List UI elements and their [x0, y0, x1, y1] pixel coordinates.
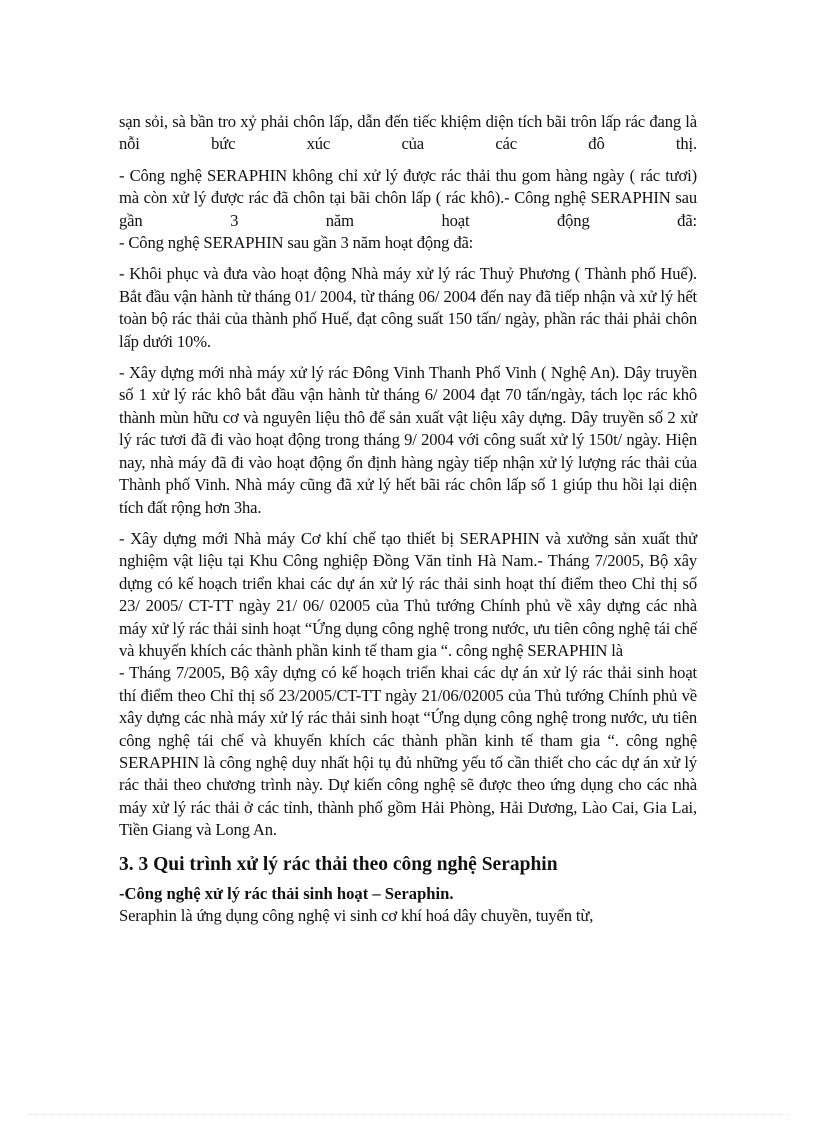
paragraph-ministry-plan: - Tháng 7/2005, Bộ xây dựng có kế hoạch triển khai các dự án xử lý rác thải sinh hoạt thí điểm theo Chỉ thị số 23/2005/CT-TT ngày 21/06/02005 của Thủ tướng Chính phủ về xây dựng các nhà máy xử lý rác thải sinh hoạt “Ứng dụng công nghệ trong nước, ưu tiên công nghệ tái chế và khuyến khích các thành phần kinh tế tham gia “. công nghệ SERAPHIN là công nghệ duy nhất hội tụ đủ những yếu tố cần thiết cho các dự án xử lý rác thải theo chương trình này. Dự kiến công nghệ sẽ được theo ứng dụng cho các nhà máy xử lý rác thải ở các tỉnh, thành phố gồm Hải Phòng, Hải Dương, Lào Cai, Gia Lai, Tiền Giang và Long An. [119, 663, 697, 840]
paragraph-dong-vinh-plant: - Xây dựng mới nhà máy xử lý rác Đông Vinh Thanh Phố Vinh ( Nghệ An). Dây truyền số 1 xử lý rác khô bắt đầu vận hành từ tháng 6/ 2004 đạt 70 tấn/ngày, tách lọc rác khô thành mùn hữu cơ và nguyên liệu thô để sản xuất vật liệu xây dựng. Dây truyền số 2 xử lý rác tươi đã đi vào hoạt động trong tháng 9/ 2004 với công suất xử lý 150t/ ngày. Hiện nay, nhà máy đã đi vào hoạt động ổn định hàng ngày tiếp nhận xử lý lượng rác thải của Thành phố Vinh. Nhà máy cũng đã xử lý hết bãi rác chôn lấp số 1 giúp thu hồi lại diện tích đất rộng hơn 3ha. [119, 363, 697, 517]
document-body [119, 111, 697, 927]
paragraph-seraphin-definition: Seraphin là ứng dụng công nghệ vi sinh cơ khí hoá dây chuyền, tuyển từ, [119, 905, 594, 925]
paragraph-seraphin-operation: - Công nghệ SERAPHIN sau gần 3 năm hoạt động đã: [119, 233, 474, 253]
paragraph-landfill-intro: sạn sỏi, sà bần tro xỷ phải chôn lấp, dẫn đến tiếc khiệm diện tích bãi trôn lấp rác đang là nỗi bức xúc của các đô thị. [119, 112, 697, 154]
page-bottom-divider [28, 1114, 788, 1115]
paragraph-thuy-phuong-plant: - Khôi phục và đưa vào hoạt động Nhà máy xử lý rác Thuỷ Phương ( Thành phố Huế). Bắt đầu vận hành từ tháng 01/ 2004, từ tháng 06/ 2004 đến nay đã tiếp nhận và xử lý hết toàn bộ rác thải của thành phố Huế, đạt công suất 150 tấn/ ngày, phần rác thải phải chôn lấp dưới 10%. [119, 264, 697, 351]
section-subheading: -Công nghệ xử lý rác thải sinh hoạt – Seraphin. [119, 883, 454, 903]
paragraph-ha-nam-factory: - Xây dựng mới Nhà máy Cơ khí chế tạo thiết bị SERAPHIN và xưởng sản xuất thử nghiệm vật liệu tại Khu Công nghiệp Đồng Văn tỉnh Hà Nam.- Tháng 7/2005, Bộ xây dựng có kế hoạch triển khai các dự án xử lý rác thải sinh hoạt thí điểm theo Chỉ thị số 23/ 2005/ CT-TT ngày 21/ 06/ 02005 của Thủ tướng Chính phủ về xây dựng các nhà máy xử lý rác thải sinh hoạt “Ứng dụng công nghệ trong nước, ưu tiên công nghệ tái chế và khuyến khích các thành phần kinh tế tham gia “. công nghệ SERAPHIN là [119, 528, 697, 660]
paragraph-seraphin-capability: - Công nghệ SERAPHIN không chỉ xử lý được rác thải thu gom hàng ngày ( rác tươi) mà còn xử lý được rác đã chôn tại bãi chôn lấp ( rác khô).- Công nghệ SERAPHIN sau gần 3 năm hoạt động đã: [119, 165, 697, 230]
section-heading: 3. 3 Qui trình xử lý rác thải theo công nghệ Seraphin [119, 853, 558, 875]
